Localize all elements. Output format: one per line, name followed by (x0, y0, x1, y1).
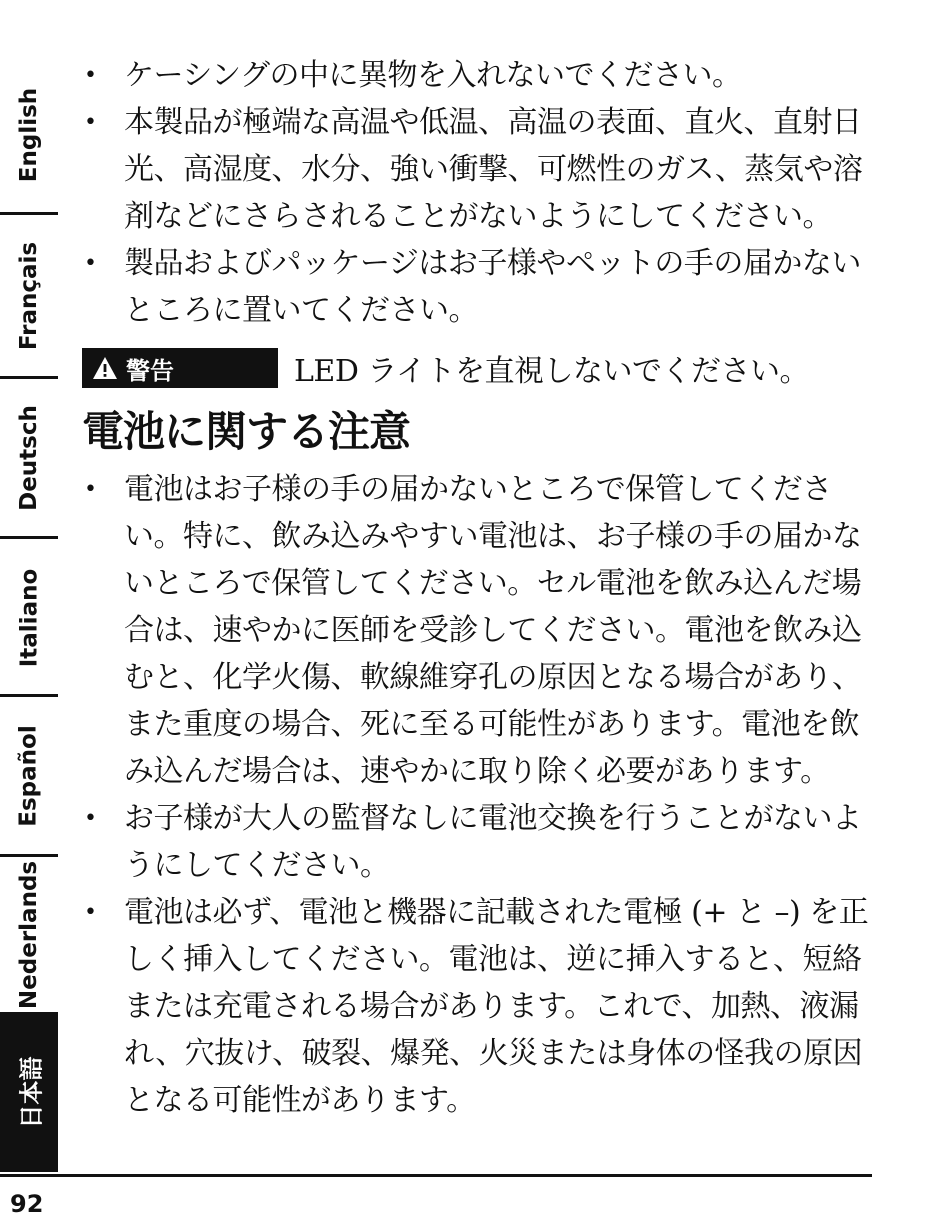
lang-tab-label: Nederlands (16, 860, 42, 1010)
lang-tab-nederlands[interactable] (0, 860, 58, 1010)
warning-label: 警告 (126, 356, 174, 385)
precaution-list (82, 52, 882, 334)
lang-tab-italiano[interactable] (0, 542, 58, 694)
warning-text: LED ライトを直視しないでください。 (294, 354, 810, 389)
bullet-dot: • (84, 251, 97, 276)
bullet-dot: • (84, 806, 97, 831)
lang-tab-espanol[interactable] (0, 700, 58, 852)
list-item-text: ケーシングの中に異物を入れないでください。 (124, 58, 742, 93)
list-item (82, 240, 882, 334)
list-item-text: 製品およびパッケージはお子様やペットの手の届かないところに置いてください。 (124, 246, 861, 328)
bullet-dot: • (84, 900, 97, 925)
warning-badge (82, 348, 278, 388)
lang-divider (0, 694, 58, 697)
section-heading: 電池に関する注意 (82, 407, 411, 456)
list-item (82, 99, 882, 240)
lang-tab-label: Deutsch (16, 405, 43, 511)
lang-tab-label: English (16, 87, 43, 183)
battery-caution-list (82, 466, 882, 1124)
lang-divider (0, 536, 58, 539)
list-item-text: 本製品が極端な高温や低温、高温の表面、直火、直射日光、高湿度、水分、強い衝撃、可燃性のガス、蒸気や溶剤などにさらされることがないようにしてください。 (124, 105, 863, 234)
lang-tab-japanese[interactable] (0, 1012, 58, 1172)
lang-divider (0, 854, 58, 857)
lang-tab-label: 日本語 (17, 1056, 46, 1128)
lang-divider (0, 376, 58, 379)
lang-tab-deutsch[interactable] (0, 382, 58, 534)
list-item (82, 889, 882, 1124)
list-item (82, 466, 882, 795)
page-number: 92 (10, 1190, 44, 1218)
list-item-text: お子様が大人の監督なしに電池交換を行うことがないようにしてください。 (124, 801, 862, 883)
bullet-dot: • (84, 477, 97, 502)
warning-notice (82, 344, 882, 392)
lang-tab-label: Français (16, 241, 42, 351)
footer-rule (0, 1174, 872, 1177)
bullet-dot: • (84, 63, 97, 88)
bullet-dot: • (84, 110, 97, 135)
lang-divider (0, 212, 58, 215)
manual-content (82, 52, 882, 1124)
lang-tab-label: Italiano (16, 568, 43, 668)
list-item-text: 電池は必ず、電池と機器に記載された電極 (+ と –) を正しく挿入してください。電池は、逆に挿入すると、短絡または充電される場合があります。これで、加熱、液漏れ、穴抜け、破裂、爆発、火災または身体の怪我の原因となる可能性があります。 (124, 895, 869, 1118)
list-item (82, 52, 882, 99)
lang-tab-francais[interactable] (0, 218, 58, 374)
lang-tab-english[interactable] (0, 60, 58, 210)
list-item-text: 電池はお子様の手の届かないところで保管してください。特に、飲み込みやすい電池は、お子様の手の届かないところで保管してください。セル電池を飲み込んだ場合は、速やかに医師を受診してください。電池を飲み込むと、化学火傷、軟線維穿孔の原因となる場合があり、また重度の場合、死に至る可能性があります。電池を飲み込んだ場合は、速やかに取り除く必要があります。 (124, 472, 862, 789)
list-item (82, 795, 882, 889)
warning-triangle-icon (92, 356, 118, 380)
lang-tab-label: Español (16, 725, 43, 827)
